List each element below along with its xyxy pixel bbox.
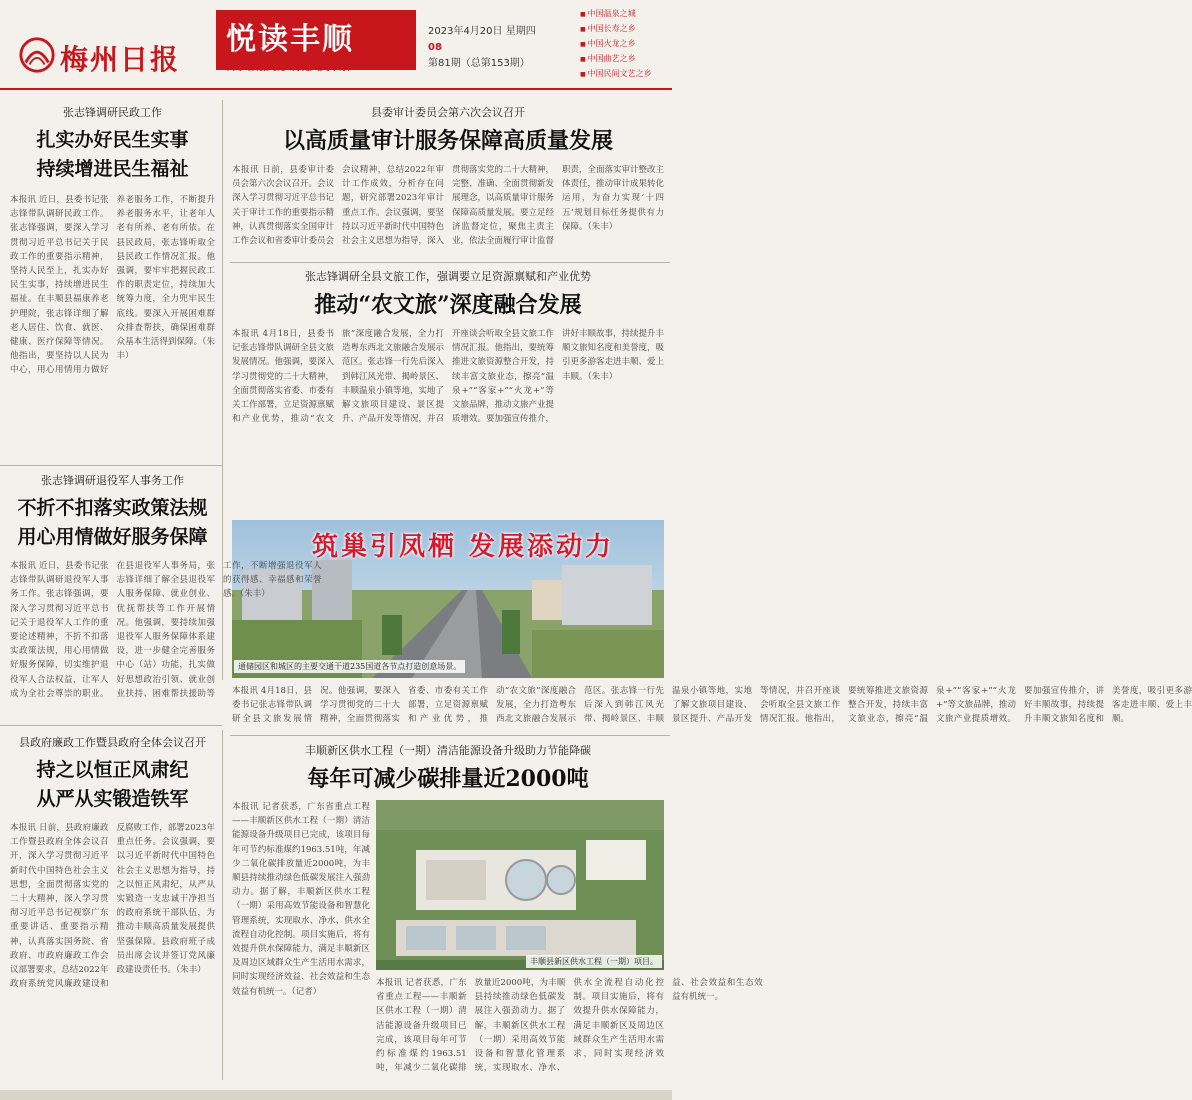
article-headline: 推动“农文旅”深度融合发展 [314,292,582,318]
article-kicker: 张志锋调研退役军人事务工作 [41,474,184,487]
photo-caption: 通储园区和城区的主要交通干道235国道各节点打造创意场景。 [234,660,465,673]
article-water-supply [232,742,664,793]
article-culture-tourism [232,268,664,507]
slogan-item: ■ 中国火龙之乡 [580,36,670,51]
article-body: 本报讯 近日，县委书记张志锋带队调研民政工作。张志锋强调，要深入学习贯彻习近平总书记关于民政工作的重要指示精神，坚持人民至上，扎实办好民生实事，持续增进民生福祉。在丰顺县福康养老护理院，张志锋详细了解老人居住、饮食、就医、健康、医疗保障等情况。他指出，要坚持以人民为中心，用心用情用力做好养老服务工作，不断提升养老服务水平，让老年人老有所养、老有所依。在县民政局，张志锋听取全县民政工作情况汇报。他强调，要牢牢把握民政工作的职责定位，持续加大统筹力度，全力兜牢民生底线。要深入开展困难群众排查帮扶，确保困难群众基本生活得到保障。（朱丰） [10,195,215,376]
issue-number: 第81期（总第153期） [428,58,530,69]
article-kicker: 县政府廉政工作暨县政府全体会议召开 [19,736,206,749]
article-body: 本报讯 日前，县委审计委员会第六次会议召开。会议深入学习贯彻习近平总书记关于审计工作的重要指示精神，认真贯彻落实全国审计工作会议和省委审计委员会会议精神，总结2022年审计工作成效，分析存在问题，研究部署2023年审计重点工作。会议强调，要坚持以习近平新时代中国特色社会主义思想为指导，深入贯彻落实党的二十大精神，完整、准确、全面贯彻新发展理念，以高质量审计服务保障高质量发展。要立足经济监督定位，聚焦主责主业，依法全面履行审计监督职责，全面落实审计整改主体责任，推动审计成果转化运用，为奋力实现‘十四五’规划目标任务提供有力保障。（朱丰） [232,165,665,247]
article-kicker: 张志锋调研全县文旅工作，强调要立足资源禀赋和产业优势 [305,270,591,283]
section-title: 悦读丰顺 [226,22,354,57]
article-body: 本报讯 4月18日，县委书记张志锋带队调研全县文旅发展情况。他强调，要深入学习贯彻党的二十大精神，全面贯彻落实省委、市委有关工作部署，立足资源禀赋和产业优势，推动“农文旅”深度融合发展，全力打造粤东西北文旅融合发展示范区。张志锋一行先后深入到韩江风光带、揭岭景区、丰顺温泉小镇等地，实地了解文旅项目建设、景区提升、产品开发等情况，并召开座谈会听取全县文旅工作情况汇报。他指出，要统筹推进文旅资源整合开发，持续丰富文旅业态，擦亮“温泉+”“客家+”“火龙+”等文旅品牌，推动文旅产业提质增效。要加强宣传推介，讲好丰顺故事，持续提升丰顺文旅知名度和美誉度，吸引更多游客走进丰顺、爱上丰顺。（朱丰） [232,329,665,425]
row-divider [0,465,222,466]
article-body-continued: 本报讯 4月18日，县委书记张志锋带队调研全县文旅发展情况。他强调，要深入学习贯彻党的二十大精神，全面贯彻落实省委、市委有关工作部署，立足资源禀赋和产业优势，推动“农文旅”深度融合发展，全力打造粤东西北文旅融合发展示范区。张志锋一行先后深入到韩江风光带、揭岭景区、丰顺温泉小镇等地，实地了解文旅项目建设、景区提升、产品开发等情况，并召开座谈会听取全县文旅工作情况汇报。他指出，要统筹推进文旅资源整合开发，持续丰富文旅业态，擦亮“温泉+”“客家+”“火龙+”等文旅品牌，推动文旅产业提质增效。要加强宣传推介，讲好丰顺故事，持续提升丰顺文旅知名度和美誉度，吸引更多游客走进丰顺、爱上丰顺。 [232,686,1192,725]
slogan-item: ■ 中国长寿之乡 [580,21,670,36]
row-divider [0,725,222,726]
water-plant-photo [376,800,664,970]
article-headline: 以高质量审计服务保障高质量发展 [282,128,613,154]
article-headline: 持之以恒正风肃纪 [36,759,189,781]
article-kicker: 丰顺新区供水工程（一期）清洁能源设备升级助力节能降碳 [305,744,591,757]
article-headline: 扎实办好民生实事 [36,129,189,151]
photo-caption: 丰顺县新区供水工程（一期）项目。 [526,955,662,968]
masthead [0,0,672,90]
page-number: 08 [428,42,442,53]
paper-logo [18,36,208,76]
issue-info [428,24,568,72]
slogan-item: ■ 中国温泉之城 [580,6,670,21]
slogan-item: ■ 中国曲艺之乡 [580,51,670,66]
water-plant-illustration [376,800,664,970]
plum-blossom-icon [18,36,56,74]
issue-date: 2023年4月20日 星期四 [428,26,536,37]
article-audit-committee [232,104,664,273]
article-headline: 持续增进民生福祉 [36,158,189,180]
column-divider [222,730,223,1080]
row-divider [230,735,670,736]
article-integrity-meeting [10,734,215,1076]
article-body: 本报讯 近日，县委书记张志锋带队调研退役军人事务工作。张志锋强调，要深入学习贯彻习近平总书记关于退役军人工作的重要论述精神，不折不扣落实政策法规，用心用情做好服务保障，切实维护退役军人合法权益，让军人成为全社会尊崇的职业。在县退役军人事务局，张志锋详细了解全县退役军人服务保障、就业创业、优抚帮扶等工作开展情况。他强调，要持续加强退役军人服务保障体系建设，进一步健全完善服务中心（站）功能，扎实做好思想政治引领、就业创业扶持、困难帮扶援助等工作，不断增强退役军人的获得感、幸福感和荣誉感。（朱丰） [10,561,322,699]
photo-banner-text: 筑巢引凤栖 发展添动力 [312,532,615,562]
article-kicker: 县委审计委员会第六次会议召开 [371,106,525,119]
article-headline: 从严从实锻造铁军 [36,788,189,810]
article-body: 本报讯 日前，县政府廉政工作暨县政府全体会议召开，深入学习贯彻习近平新时代中国特色社会主义思想，全面贯彻落实党的二十大精神，深入学习贯彻习近平总书记视察广东重要讲话、重要指示精神，认真落实国务院、省政府、市政府廉政工作会议部署要求，总结2022年政府系统党风廉政建设和反腐败工作，部署2023年重点任务。会议强调，要以习近平新时代中国特色社会主义思想为指导，持之以恒正风肃纪，从严从实锻造一支忠诚干净担当的政府系统干部队伍，为推动丰顺高质量发展提供坚强保障。县政府班子成员出席会议并签订党风廉政建设责任书。（朱丰） [10,823,215,990]
article-headline: 每年可减少碳排量近2000吨 [307,766,589,792]
article-headline: 不折不扣落实政策法规 [17,497,208,519]
article-body: 本报讯 记者获悉，广东省重点工程——丰顺新区供水工程（一期）清洁能源设备升级项目已完成，该项目每年可节约标准煤约1963.51吨，年减少二氧化碳排放量近2000吨，为丰顺县持续推动绿色低碳发展注入强劲动力。据了解，丰顺新区供水工程（一期）采用高效节能设备和智慧化管理系统，实现取水、净水、供水全流程自动化控制。项目实施后，将有效提升供水保障能力，满足丰顺新区及周边区域群众生产生活用水需求，同时实现经济效益、社会效益和生态效益有机统一。（记者） [232,802,370,997]
paper-name: 梅州日报 [60,43,181,76]
section-subtitle: 传承客潮文化 展现大美丰顺 [226,62,350,73]
page-footer [0,1090,672,1100]
article-headline: 用心用情做好服务保障 [17,526,208,548]
slogan-list [580,6,670,81]
article-body-continued: 本报讯 记者获悉，广东省重点工程——丰顺新区供水工程（一期）清洁能源设备升级项目已完成，该项目每年可节约标准煤约1963.51吨，年减少二氧化碳排放量近2000吨，为丰顺县持续推动绿色低碳发展注入强劲动力。据了解，丰顺新区供水工程（一期）采用高效节能设备和智慧化管理系统，实现取水、净水、供水全流程自动化控制。项目实施后，将有效提升供水保障能力，满足丰顺新区及周边区域群众生产生活用水需求，同时实现经济效益、社会效益和生态效益有机统一。 [376,978,763,1074]
slogan-item: ■ 中国民间文艺之乡 [580,66,670,81]
article-civil-affairs [10,104,215,463]
article-kicker: 张志锋调研民政工作 [63,106,162,119]
article-veterans-affairs [10,472,322,714]
